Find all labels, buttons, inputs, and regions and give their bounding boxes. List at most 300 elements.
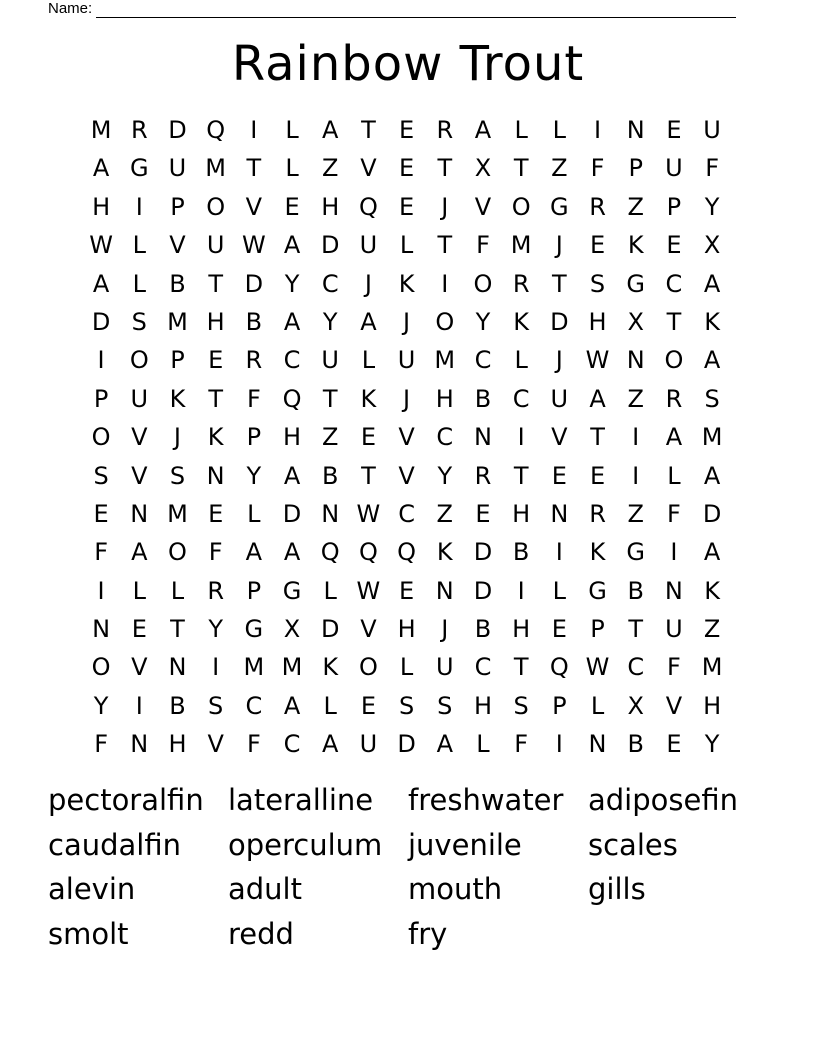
grid-cell[interactable]: P xyxy=(666,192,682,221)
grid-cell[interactable]: H xyxy=(473,691,492,720)
grid-cell[interactable]: M xyxy=(243,653,265,682)
grid-cell[interactable]: F xyxy=(94,730,108,759)
grid-cell[interactable]: L xyxy=(132,269,146,298)
grid-cell[interactable]: I xyxy=(517,576,525,605)
grid-cell[interactable]: G xyxy=(244,615,264,644)
grid-cell[interactable]: M xyxy=(167,499,188,528)
grid-cell[interactable]: W xyxy=(89,231,113,260)
grid-cell[interactable]: K xyxy=(704,576,720,605)
grid-cell[interactable]: S xyxy=(169,461,186,490)
grid-cell[interactable]: A xyxy=(283,231,301,260)
grid-cell[interactable]: L xyxy=(399,231,414,260)
grid-cell[interactable]: O xyxy=(168,538,187,567)
grid-cell[interactable]: V xyxy=(131,461,148,490)
grid-cell[interactable]: C xyxy=(665,269,683,298)
grid-cell[interactable]: O xyxy=(664,346,684,375)
word-list-item: freshwater xyxy=(408,783,564,817)
grid-cell[interactable]: F xyxy=(705,154,719,183)
grid-cell[interactable]: U xyxy=(703,116,721,144)
grid-cell[interactable]: D xyxy=(320,231,340,260)
grid-cell[interactable]: A xyxy=(589,384,606,413)
grid-cell[interactable]: G xyxy=(626,538,646,567)
grid-cell[interactable]: Y xyxy=(322,307,338,336)
grid-cell[interactable]: D xyxy=(473,538,493,567)
grid-cell[interactable]: M xyxy=(90,116,112,144)
grid-cell[interactable]: S xyxy=(208,691,224,720)
grid-cell[interactable]: E xyxy=(589,231,606,260)
grid-cell[interactable]: B xyxy=(169,269,186,298)
grid-cell[interactable]: L xyxy=(247,499,261,528)
grid-cell[interactable]: S xyxy=(131,307,147,336)
word-list-item: operculum xyxy=(228,827,383,862)
grid-cell[interactable]: X xyxy=(627,691,644,720)
grid-cell[interactable]: U xyxy=(665,615,683,644)
grid-cell[interactable]: W xyxy=(241,231,266,260)
grid-cell[interactable]: T xyxy=(437,154,453,183)
grid-cell[interactable]: K xyxy=(360,384,377,413)
grid-cell[interactable]: T xyxy=(208,384,223,413)
grid-cell[interactable]: S xyxy=(589,269,606,298)
grid-cell[interactable]: G xyxy=(550,192,569,221)
grid-cell[interactable]: M xyxy=(205,154,227,183)
grid-cell[interactable]: R xyxy=(589,192,606,221)
grid-cell[interactable]: Q xyxy=(358,192,378,221)
grid-cell[interactable]: E xyxy=(666,116,682,144)
grid-cell[interactable]: K xyxy=(589,538,606,567)
grid-cell[interactable]: U xyxy=(359,730,378,759)
grid-cell[interactable]: C xyxy=(627,653,645,682)
grid-cell[interactable]: U xyxy=(665,154,683,183)
grid-cell[interactable]: L xyxy=(590,691,605,720)
grid-cell[interactable]: S xyxy=(93,461,109,490)
grid-cell[interactable]: W xyxy=(356,499,381,528)
grid-cell[interactable]: P xyxy=(246,423,262,452)
grid-cell[interactable]: A xyxy=(474,116,492,144)
grid-cell[interactable]: Z xyxy=(627,499,644,528)
grid-cell[interactable]: P xyxy=(246,576,262,605)
grid-cell[interactable]: Z xyxy=(321,423,339,452)
grid-cell[interactable]: I xyxy=(593,116,602,144)
grid-cell[interactable]: V xyxy=(474,192,492,221)
grid-cell[interactable]: B xyxy=(627,730,644,759)
grid-cell[interactable]: H xyxy=(321,192,340,221)
grid-cell[interactable]: E xyxy=(360,423,376,452)
grid-cell[interactable]: L xyxy=(514,116,528,144)
grid-cell[interactable]: H xyxy=(703,691,722,720)
grid-cell[interactable]: I xyxy=(135,691,143,720)
grid-cell[interactable]: F xyxy=(590,154,605,183)
grid-cell[interactable]: L xyxy=(361,346,376,375)
grid-cell[interactable]: T xyxy=(208,269,223,298)
grid-cell[interactable]: C xyxy=(398,499,415,528)
grid-cell[interactable]: V xyxy=(398,461,415,490)
grid-cell[interactable]: I xyxy=(632,423,640,452)
grid-cell[interactable]: Q xyxy=(320,538,340,567)
grid-cell[interactable]: H xyxy=(397,615,416,644)
grid-cell[interactable]: A xyxy=(92,154,110,183)
grid-cell[interactable]: T xyxy=(361,461,376,490)
grid-cell[interactable]: N xyxy=(321,499,340,528)
grid-cell[interactable]: L xyxy=(285,116,299,144)
grid-cell[interactable]: W xyxy=(356,576,381,605)
grid-cell[interactable]: E xyxy=(551,461,567,490)
grid-cell[interactable]: E xyxy=(551,615,567,644)
grid-cell[interactable]: V xyxy=(131,423,148,452)
grid-cell[interactable]: L xyxy=(552,576,567,605)
word-list-item: adult xyxy=(228,872,302,906)
grid-cell[interactable]: E xyxy=(399,116,415,144)
grid-cell[interactable]: O xyxy=(206,192,226,221)
grid-cell[interactable]: D xyxy=(397,730,416,759)
grid-cell[interactable]: Z xyxy=(627,384,644,413)
grid-cell[interactable]: Z xyxy=(551,154,568,183)
word-list-item: alevin xyxy=(48,872,136,906)
grid-cell[interactable]: C xyxy=(436,423,454,452)
grid-cell[interactable]: S xyxy=(398,691,415,720)
grid-cell[interactable]: R xyxy=(474,461,492,490)
grid-cell[interactable]: F xyxy=(246,730,261,759)
grid-cell[interactable]: X xyxy=(703,231,721,260)
grid-cell[interactable]: D xyxy=(244,269,264,298)
grid-cell[interactable]: H xyxy=(512,499,531,528)
grid-cell[interactable]: H xyxy=(588,307,607,336)
grid-cell[interactable]: E xyxy=(399,192,415,221)
grid-cell[interactable]: I xyxy=(212,653,220,682)
grid-cell[interactable]: H xyxy=(512,615,531,644)
grid-cell[interactable]: G xyxy=(626,269,646,298)
grid-cell[interactable]: N xyxy=(130,499,149,528)
grid-cell[interactable]: A xyxy=(322,116,339,144)
grid-cell[interactable]: M xyxy=(167,307,188,336)
grid-cell[interactable]: N xyxy=(626,116,645,144)
grid-cell[interactable]: M xyxy=(281,653,303,682)
grid-cell[interactable]: T xyxy=(666,307,682,336)
grid-cell[interactable]: E xyxy=(399,154,415,183)
grid-cell[interactable]: T xyxy=(628,615,644,644)
grid-cell[interactable]: B xyxy=(245,307,263,336)
page-title: Rainbow Trout xyxy=(231,36,585,92)
grid-cell[interactable]: I xyxy=(250,116,258,144)
grid-cell[interactable]: Y xyxy=(704,730,720,759)
grid-cell[interactable]: O xyxy=(358,653,378,682)
grid-cell[interactable]: S xyxy=(437,691,453,720)
grid-cell[interactable]: V xyxy=(665,691,683,720)
grid-cell[interactable]: O xyxy=(511,192,531,221)
grid-cell[interactable]: C xyxy=(283,346,301,375)
grid-cell[interactable]: F xyxy=(667,499,681,528)
grid-cell[interactable]: J xyxy=(364,269,372,298)
grid-cell[interactable]: C xyxy=(321,269,339,298)
grid-cell[interactable]: E xyxy=(399,576,415,605)
grid-cell[interactable]: Q xyxy=(206,116,226,144)
grid-cell[interactable]: S xyxy=(513,691,529,720)
grid-cell[interactable]: B xyxy=(169,691,186,720)
grid-cell[interactable]: C xyxy=(512,384,530,413)
grid-cell[interactable]: T xyxy=(361,116,376,144)
grid-cell[interactable]: Z xyxy=(627,192,644,221)
name-field xyxy=(48,0,736,18)
grid-cell[interactable]: K xyxy=(513,307,530,336)
grid-cell[interactable]: X xyxy=(474,154,492,183)
grid-cell[interactable]: Z xyxy=(321,154,339,183)
grid-cell[interactable]: V xyxy=(551,423,568,452)
grid-cell[interactable]: U xyxy=(206,231,225,260)
grid-cell[interactable]: V xyxy=(245,192,263,221)
grid-cell[interactable]: T xyxy=(513,461,529,490)
grid-cell[interactable]: K xyxy=(207,423,224,452)
grid-cell[interactable]: Y xyxy=(208,615,223,644)
grid-cell[interactable]: A xyxy=(283,691,301,720)
grid-cell[interactable]: N xyxy=(92,615,111,644)
grid-cell[interactable]: I xyxy=(441,269,449,298)
grid-cell[interactable]: D xyxy=(473,576,493,605)
grid-cell[interactable]: R xyxy=(512,269,530,298)
grid-cell[interactable]: T xyxy=(246,154,262,183)
grid-cell[interactable]: Q xyxy=(397,538,417,567)
grid-cell[interactable]: G xyxy=(282,576,302,605)
grid-cell[interactable]: Q xyxy=(358,538,378,567)
grid-cell[interactable]: P xyxy=(590,615,605,644)
grid-cell[interactable]: O xyxy=(473,269,493,298)
grid-cell[interactable]: N xyxy=(206,461,225,490)
name-input-line[interactable] xyxy=(96,3,736,18)
grid-cell[interactable]: N xyxy=(130,730,149,759)
grid-cell[interactable]: I xyxy=(632,461,640,490)
grid-cell[interactable]: A xyxy=(322,730,339,759)
grid-cell[interactable]: E xyxy=(589,461,606,490)
grid-cell[interactable]: L xyxy=(132,576,146,605)
grid-cell[interactable]: Y xyxy=(475,307,491,336)
grid-cell[interactable]: A xyxy=(703,269,721,298)
grid-cell[interactable]: Z xyxy=(703,615,721,644)
word-list-item: redd xyxy=(228,916,294,951)
grid-cell[interactable]: L xyxy=(323,576,337,605)
grid-cell[interactable]: T xyxy=(437,231,453,260)
grid-cell[interactable]: F xyxy=(476,231,490,260)
grid-cell[interactable]: H xyxy=(283,423,302,452)
grid-cell[interactable]: A xyxy=(283,461,301,490)
grid-cell[interactable]: P xyxy=(552,691,567,720)
grid-cell[interactable]: K xyxy=(704,307,720,336)
grid-cell[interactable]: X xyxy=(283,615,301,644)
grid-cell[interactable]: U xyxy=(321,346,339,375)
grid-cell[interactable]: P xyxy=(628,154,643,183)
grid-cell[interactable]: F xyxy=(246,384,261,413)
grid-cell[interactable]: W xyxy=(585,346,610,375)
grid-cell[interactable]: R xyxy=(245,346,263,375)
grid-cell[interactable]: C xyxy=(283,730,301,759)
grid-cell[interactable]: T xyxy=(513,653,529,682)
grid-cell[interactable]: J xyxy=(403,384,411,413)
grid-cell[interactable]: Y xyxy=(284,269,300,298)
grid-cell[interactable]: V xyxy=(169,231,186,260)
grid-cell[interactable]: L xyxy=(476,730,490,759)
grid-cell[interactable]: A xyxy=(436,730,453,759)
grid-cell[interactable]: Y xyxy=(93,691,109,720)
grid-cell[interactable]: D xyxy=(168,116,187,144)
grid-cell[interactable]: D xyxy=(550,307,569,336)
grid-cell[interactable]: B xyxy=(627,576,644,605)
grid-cell[interactable]: A xyxy=(283,307,301,336)
grid-cell[interactable]: G xyxy=(588,576,607,605)
name-label: Name: xyxy=(48,0,93,17)
grid-cell[interactable]: M xyxy=(701,423,723,452)
grid-cell[interactable]: Y xyxy=(437,461,453,490)
grid-cell[interactable]: K xyxy=(436,538,453,567)
grid-cell[interactable]: J xyxy=(403,307,411,336)
grid-cell[interactable]: Y xyxy=(246,461,262,490)
grid-cell[interactable]: V xyxy=(360,154,377,183)
grid-cell[interactable]: D xyxy=(320,615,340,644)
grid-cell[interactable]: L xyxy=(170,576,185,605)
grid-cell[interactable]: H xyxy=(168,730,187,759)
grid-cell[interactable]: E xyxy=(360,691,376,720)
grid-cell[interactable]: K xyxy=(627,231,644,260)
grid-cell[interactable]: R xyxy=(589,499,606,528)
grid-cell[interactable]: U xyxy=(168,154,187,183)
grid-cell[interactable]: F xyxy=(667,653,681,682)
grid-cell[interactable]: L xyxy=(323,691,337,720)
grid-cell[interactable]: U xyxy=(359,231,378,260)
grid-cell[interactable]: B xyxy=(474,384,492,413)
grid-cell[interactable]: R xyxy=(130,116,148,144)
grid-cell[interactable]: U xyxy=(435,653,454,682)
grid-cell[interactable]: V xyxy=(207,730,224,759)
grid-cell[interactable]: E xyxy=(93,499,109,528)
grid-cell[interactable]: O xyxy=(129,346,149,375)
grid-cell[interactable]: E xyxy=(666,730,682,759)
grid-cell[interactable]: O xyxy=(435,307,455,336)
grid-cell[interactable]: E xyxy=(475,499,491,528)
grid-cell[interactable]: A xyxy=(703,461,721,490)
grid-cell[interactable]: H xyxy=(92,192,111,221)
grid-cell[interactable]: U xyxy=(550,384,569,413)
grid-cell[interactable]: D xyxy=(282,499,302,528)
grid-cell[interactable]: L xyxy=(285,154,299,183)
grid-cell[interactable]: J xyxy=(555,346,563,375)
grid-cell[interactable]: R xyxy=(665,384,683,413)
grid-cell[interactable]: N xyxy=(626,346,645,375)
grid-cell[interactable]: B xyxy=(321,461,339,490)
grid-cell[interactable]: W xyxy=(585,653,610,682)
grid-cell[interactable]: K xyxy=(322,653,339,682)
grid-cell[interactable]: Y xyxy=(704,192,720,221)
grid-cell[interactable]: M xyxy=(510,231,532,260)
word-list-item: caudalfin xyxy=(48,827,181,862)
grid-cell[interactable]: K xyxy=(169,384,186,413)
grid-cell[interactable]: F xyxy=(94,538,108,567)
grid-cell[interactable]: A xyxy=(131,538,148,567)
grid-cell[interactable]: N xyxy=(588,730,607,759)
grid-cell[interactable]: A xyxy=(360,307,377,336)
grid-cell[interactable]: T xyxy=(513,154,529,183)
grid-cell[interactable]: A xyxy=(703,538,721,567)
grid-cell[interactable]: A xyxy=(283,538,301,567)
grid-cell[interactable]: E xyxy=(208,346,224,375)
grid-cell[interactable]: H xyxy=(206,307,225,336)
grid-cell[interactable]: V xyxy=(360,615,377,644)
grid-cell[interactable]: D xyxy=(91,307,111,336)
grid-cell[interactable]: P xyxy=(170,346,185,375)
grid-cell[interactable]: S xyxy=(704,384,720,413)
grid-cell[interactable]: J xyxy=(441,615,449,644)
grid-cell[interactable]: Q xyxy=(282,384,302,413)
grid-cell[interactable]: E xyxy=(284,192,300,221)
grid-cell[interactable]: A xyxy=(703,346,721,375)
grid-cell[interactable]: D xyxy=(702,499,722,528)
grid-cell[interactable]: O xyxy=(91,653,111,682)
grid-cell[interactable]: L xyxy=(552,116,567,144)
grid-cell[interactable]: R xyxy=(207,576,224,605)
grid-cell[interactable]: T xyxy=(322,384,338,413)
grid-cell[interactable]: U xyxy=(397,346,416,375)
grid-cell[interactable]: A xyxy=(92,269,110,298)
grid-cell[interactable]: T xyxy=(590,423,605,452)
grid-cell[interactable]: J xyxy=(173,423,181,452)
grid-cell[interactable]: Z xyxy=(436,499,453,528)
grid-cell[interactable]: E xyxy=(666,231,682,260)
grid-cell[interactable]: L xyxy=(399,653,414,682)
grid-cell[interactable]: X xyxy=(627,307,644,336)
grid-cell[interactable]: N xyxy=(473,423,492,452)
grid-cell[interactable]: J xyxy=(555,231,563,260)
grid-cell[interactable]: B xyxy=(474,615,492,644)
word-list-item: adiposefin xyxy=(588,783,738,817)
grid-cell[interactable]: C xyxy=(474,346,492,375)
grid-cell[interactable]: P xyxy=(170,192,185,221)
grid-cell[interactable]: E xyxy=(131,615,147,644)
grid-cell[interactable]: C xyxy=(245,691,263,720)
grid-cell[interactable]: T xyxy=(552,269,567,298)
grid-cell[interactable]: F xyxy=(514,730,529,759)
grid-cell[interactable]: J xyxy=(441,192,449,221)
grid-cell[interactable]: N xyxy=(550,499,569,528)
grid-cell[interactable]: H xyxy=(435,384,454,413)
grid-cell[interactable]: I xyxy=(555,538,563,567)
grid-cell[interactable]: P xyxy=(93,384,109,413)
grid-cell[interactable]: E xyxy=(208,499,224,528)
grid-cell[interactable]: I xyxy=(97,576,105,605)
grid-cell[interactable]: I xyxy=(555,730,563,759)
grid-cell[interactable]: V xyxy=(131,653,148,682)
grid-cell[interactable]: I xyxy=(97,346,105,375)
grid-cell[interactable]: N xyxy=(168,653,187,682)
grid-cell[interactable]: M xyxy=(701,653,723,682)
grid-cell[interactable]: I xyxy=(517,423,525,452)
grid-cell[interactable]: L xyxy=(132,231,146,260)
grid-cell[interactable]: M xyxy=(434,346,456,375)
grid-cell[interactable]: L xyxy=(667,461,681,490)
grid-cell[interactable]: G xyxy=(129,154,149,183)
grid-cell[interactable]: A xyxy=(665,423,683,452)
grid-cell[interactable]: B xyxy=(512,538,530,567)
grid-cell[interactable]: I xyxy=(135,192,143,221)
grid-cell[interactable]: U xyxy=(130,384,149,413)
grid-cell[interactable]: L xyxy=(514,346,528,375)
grid-cell[interactable]: T xyxy=(170,615,185,644)
grid-cell[interactable]: I xyxy=(670,538,678,567)
grid-cell[interactable]: N xyxy=(435,576,454,605)
grid-cell[interactable]: R xyxy=(436,116,454,144)
grid-cell[interactable]: N xyxy=(664,576,683,605)
grid-cell[interactable]: O xyxy=(91,423,111,452)
grid-cell[interactable]: C xyxy=(474,653,492,682)
grid-cell[interactable]: F xyxy=(208,538,223,567)
grid-cell[interactable]: K xyxy=(398,269,415,298)
grid-cell[interactable]: Q xyxy=(549,653,569,682)
grid-cell[interactable]: V xyxy=(398,423,415,452)
grid-cell[interactable]: A xyxy=(245,538,263,567)
